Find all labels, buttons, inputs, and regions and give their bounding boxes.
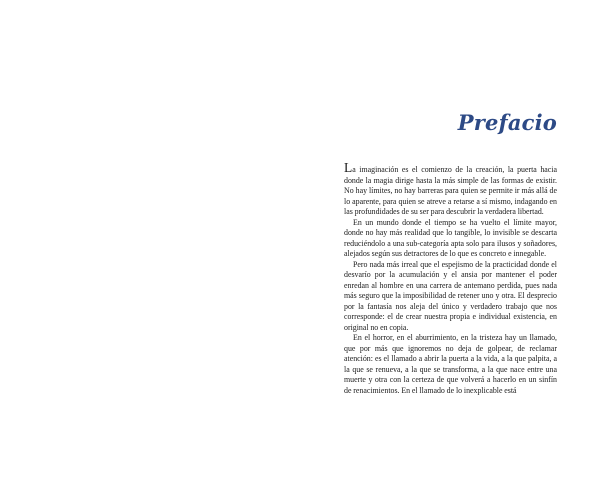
paragraph-3: Pero nada más irreal que el espejismo de la practicidad donde el desvarío por la acumulación y el ansia por mantener el poder enredan al hombre en una carrera de antemano perdida, pues nada más seguro que la imposibilidad de retener uno y otra. El desprecio por la fantasía nos aleja del único y verdadero trabajo que nos corresponde: el de crear nuestra propia e individual existencia, en original no en copia. [344, 259, 557, 332]
body-text [344, 160, 557, 396]
chapter-title: Prefacio [457, 110, 557, 135]
paragraph-2: En un mundo donde el tiempo se ha vuelto el límite mayor, donde no hay más realidad que lo tangible, lo invisible se descarta reduciéndolo a una sub-categoría apta solo para ilusos y soñadores, alejados según sus detractores de lo que es concreto e innegable. [344, 217, 557, 258]
paragraph-4: En el horror, en el aburrimiento, en la tristeza hay un llamado, que por más que ignoremos no deja de golpear, de reclamar atención: es el llamado a abrir la puerta a la vida, a la que palpita, a la que se renueva, a la que se transforma, a la que nace entre una muerte y otra con la certeza de que volverá a hacerlo en un sinfín de renacimientos. En el llamado de lo inexplicable está [344, 333, 557, 395]
paragraph-1-text: a imaginación es el comienzo de la creación, la puerta hacia donde la magia dirige hasta la más simple de las formas de existir. No hay límites, no hay barreras para quien se permite ir más allá de lo aparente, para quien se atreve a retarse a sí mismo, indagando en las profundidades de su ser para descubrir la verdadera libertad. [344, 165, 557, 216]
paragraph-1 [344, 160, 557, 218]
drop-cap-letter: L [344, 160, 353, 175]
